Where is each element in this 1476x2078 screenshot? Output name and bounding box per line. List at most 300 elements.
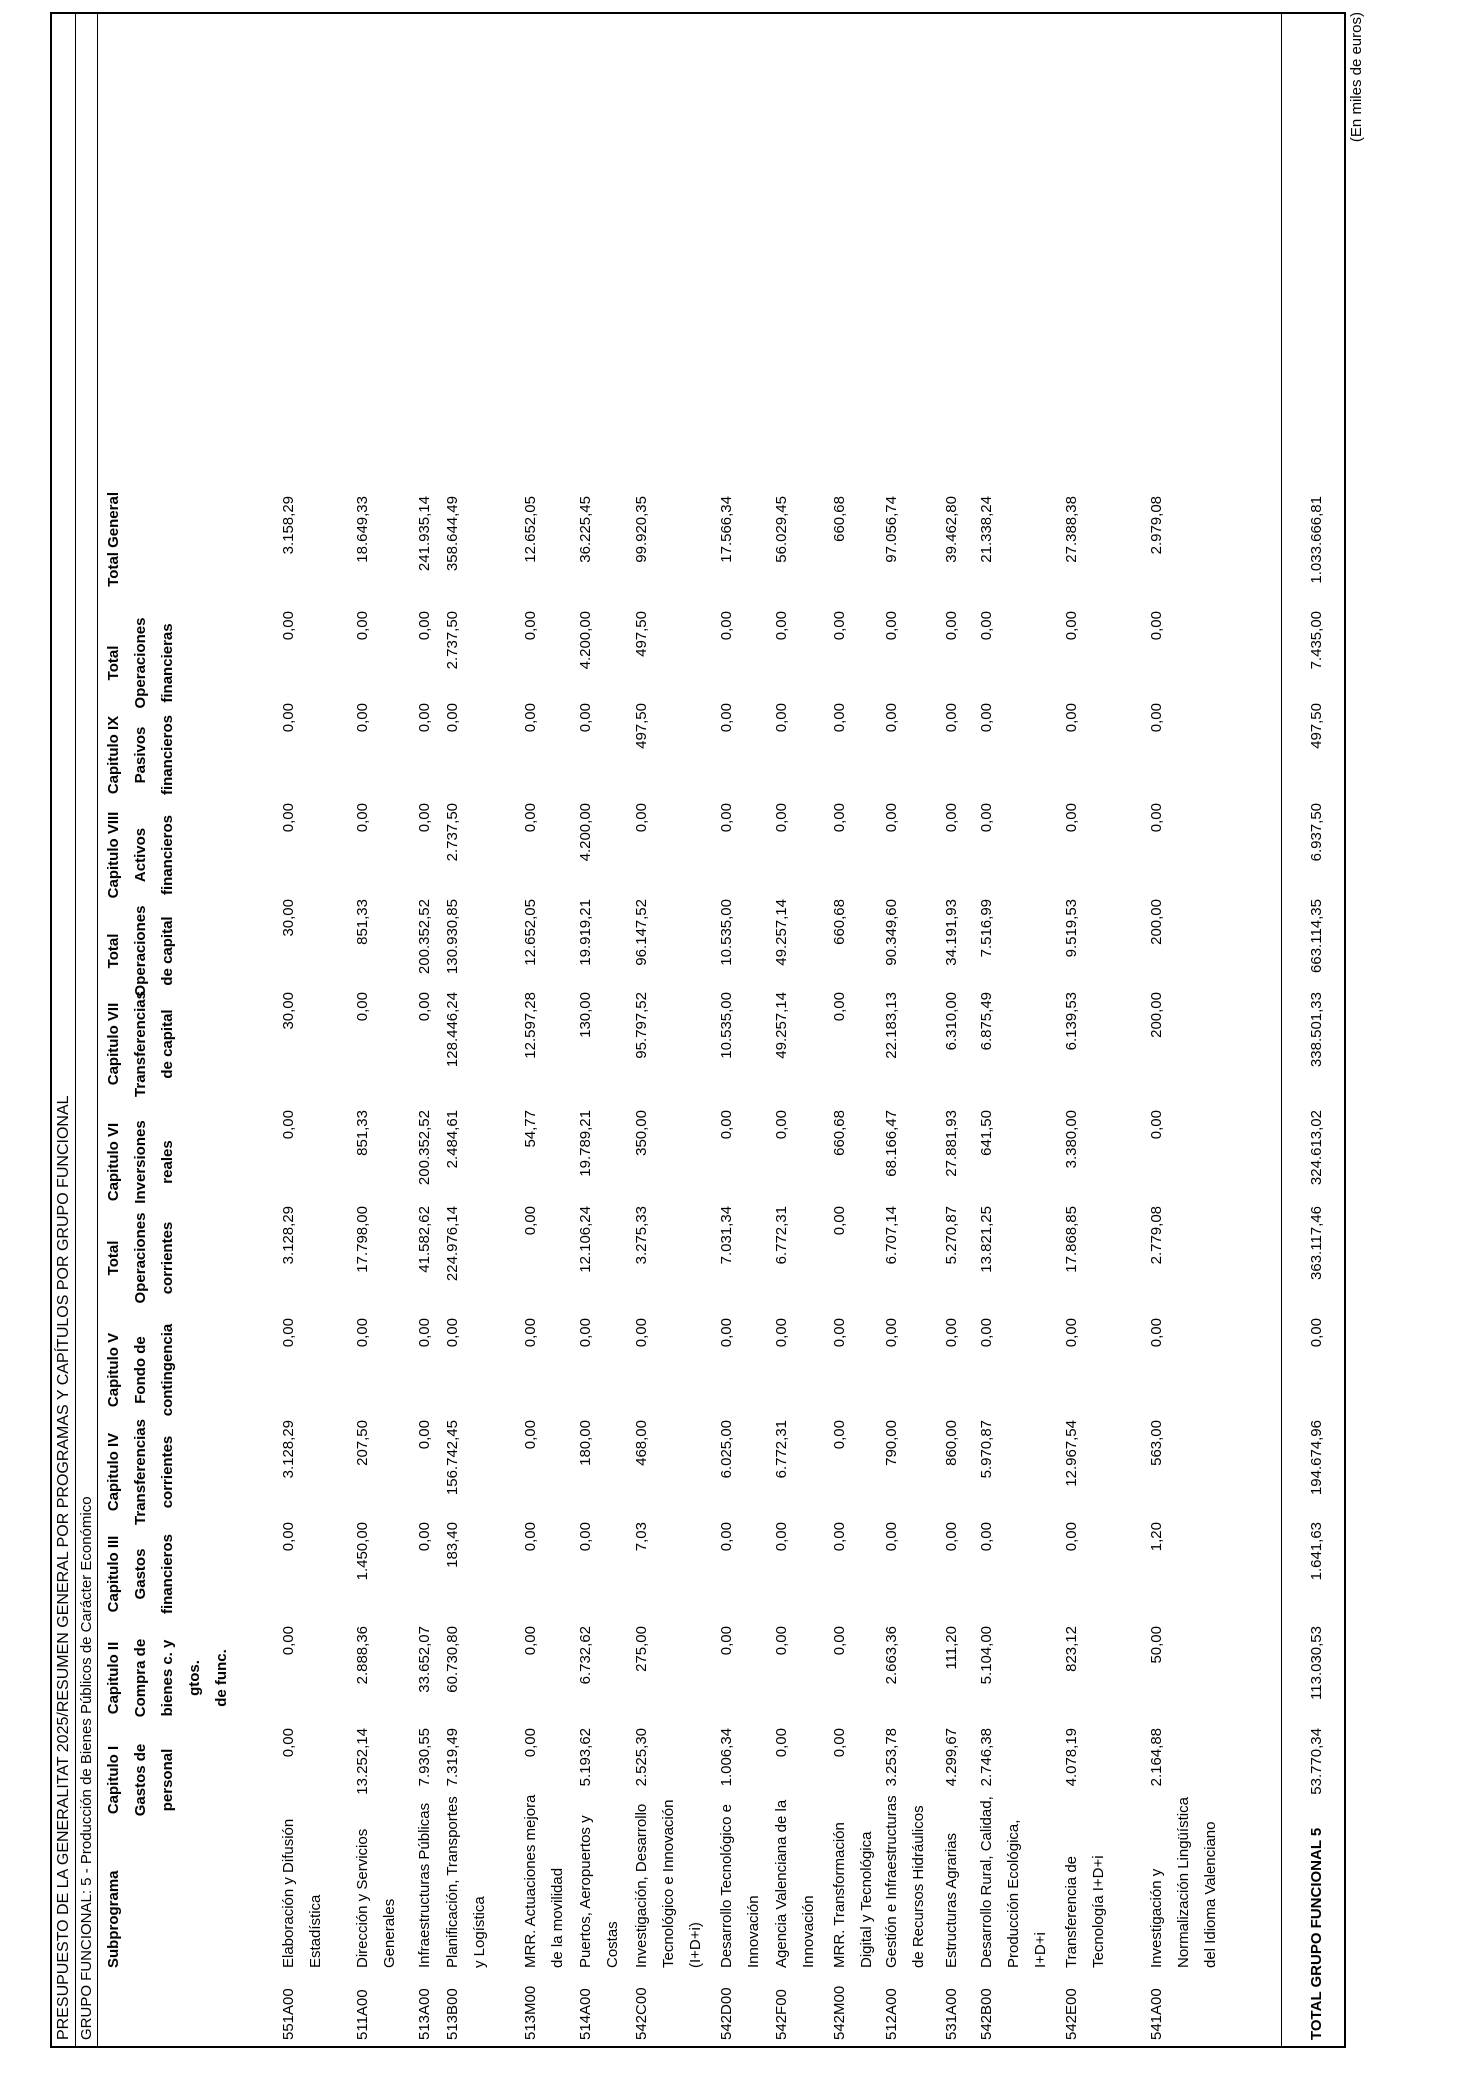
value-cell: 1.450,00 (354, 1522, 371, 1581)
value-cell: 4.078,19 (1063, 1728, 1080, 1787)
value-cell: 0,00 (522, 1318, 539, 1348)
value-cell: 0,00 (831, 703, 848, 733)
value-cell: 0,00 (522, 1728, 539, 1758)
value-cell: 34.191,93 (943, 899, 960, 966)
value-cell: 0,00 (831, 611, 848, 641)
total-value-cell: 324.613,02 (1308, 1110, 1325, 1186)
value-cell: 0,00 (280, 611, 297, 641)
value-cell: 99.920,35 (633, 496, 650, 563)
subprogram-name-line: Costas (604, 1921, 621, 1968)
value-cell: 60.730,80 (444, 1626, 461, 1693)
column-header-12 (100, 607, 181, 719)
value-cell: 0,00 (831, 1206, 848, 1236)
header-line: Fondo de (132, 1336, 149, 1404)
value-cell: 0,00 (718, 1626, 735, 1656)
header-line: Capitulo IX (105, 715, 122, 795)
value-cell: 68.166,47 (883, 1110, 900, 1177)
header-line: Pasivos (132, 726, 149, 784)
value-cell: 22.183,13 (883, 992, 900, 1059)
total-value-cell: 1.641,63 (1308, 1522, 1325, 1581)
value-cell: 0,00 (773, 1728, 790, 1758)
value-cell: 0,00 (1148, 1110, 1165, 1140)
value-cell: 41.582,62 (416, 1206, 433, 1273)
value-cell: 0,00 (1063, 703, 1080, 733)
value-cell: 17.566,34 (718, 496, 735, 563)
value-cell: 823,12 (1063, 1626, 1080, 1672)
value-cell: 0,00 (416, 1420, 433, 1450)
subprogram-name-line: Dirección y Servicios (354, 1828, 371, 1968)
header-line: de func. (213, 1649, 230, 1707)
value-cell: 0,00 (416, 1318, 433, 1348)
table-header (98, 14, 238, 2046)
value-cell: 7.319,49 (444, 1728, 461, 1787)
value-cell: 0,00 (718, 803, 735, 833)
header-line: Capitulo VII (105, 1002, 122, 1086)
value-cell: 0,00 (280, 1318, 297, 1348)
header-line: personal (159, 1748, 176, 1812)
subprogram-name-line: Innovación (800, 1895, 817, 1968)
header-line: Total (105, 645, 122, 681)
header-line: corrientes (159, 1221, 176, 1295)
value-cell: 2.663,36 (883, 1626, 900, 1685)
budget-table-frame (50, 12, 1346, 2048)
value-cell: 0,00 (522, 611, 539, 641)
value-cell: 851,33 (354, 899, 371, 945)
value-cell: 2.779,08 (1148, 1206, 1165, 1265)
value-cell: 2.737,50 (444, 611, 461, 670)
value-cell: 0,00 (773, 1318, 790, 1348)
report-title: PRESUPUESTO DE LA GENERALITAT 2025/RESUMEN GENERAL POR PROGRAMAS Y CAPÍTULOS POR GRUPO FUNCIONAL (52, 14, 76, 2046)
value-cell: 0,00 (522, 803, 539, 833)
value-cell: 3.128,29 (280, 1420, 297, 1479)
value-cell: 207,50 (354, 1420, 371, 1466)
value-cell: 0,00 (978, 703, 995, 733)
total-value-cell: 113.030,53 (1308, 1626, 1325, 1700)
value-cell: 0,00 (416, 992, 433, 1022)
header-line: Total (105, 933, 122, 969)
column-header-1 (100, 1724, 181, 1836)
group-title: GRUPO FUNCIONAL: 5 - Producción de Bienes Públicos de Carácter Económico (76, 14, 98, 2046)
value-cell: 0,00 (831, 992, 848, 1022)
header-line: financieros (159, 814, 176, 896)
value-cell: 49.257,14 (773, 899, 790, 966)
value-cell: 660,68 (831, 496, 848, 542)
value-cell: 50,00 (1148, 1626, 1165, 1664)
value-cell: 0,00 (773, 803, 790, 833)
value-cell: 0,00 (577, 1522, 594, 1552)
value-cell: 33.652,07 (416, 1626, 433, 1693)
value-cell: 17.798,00 (354, 1206, 371, 1273)
table-area (98, 14, 1346, 2046)
value-cell: 0,00 (1063, 803, 1080, 833)
value-cell: 0,00 (1148, 611, 1165, 641)
value-cell: 200.352,52 (416, 1110, 433, 1186)
subprogram-code: 513M00 (522, 1985, 539, 2040)
header-line: Capitulo V (105, 1332, 122, 1408)
value-cell: 0,00 (943, 1318, 960, 1348)
value-cell: 0,00 (883, 803, 900, 833)
column-header-10 (100, 799, 181, 911)
value-cell: 4.200,00 (577, 803, 594, 862)
value-cell: 0,00 (773, 1522, 790, 1552)
value-cell: 0,00 (280, 703, 297, 733)
column-header-7 (100, 1106, 181, 1218)
value-cell: 0,00 (773, 1110, 790, 1140)
value-cell: 2.164,88 (1148, 1728, 1165, 1787)
subprogram-code: 514A00 (577, 1988, 594, 2040)
value-cell: 0,00 (831, 1318, 848, 1348)
value-cell: 224.976,14 (444, 1206, 461, 1282)
total-value-cell: 53.770,34 (1308, 1728, 1325, 1795)
value-cell: 19.919,21 (577, 899, 594, 966)
subprogram-name-line: Tecnología I+D+i (1090, 1855, 1107, 1968)
value-cell: 468,00 (633, 1420, 650, 1466)
value-cell: 0,00 (354, 803, 371, 833)
value-cell: 0,00 (883, 1318, 900, 1348)
value-cell: 660,68 (831, 899, 848, 945)
value-cell: 851,33 (354, 1110, 371, 1156)
value-cell: 0,00 (522, 1420, 539, 1450)
header-line: Activos (132, 827, 149, 883)
value-cell: 56.029,45 (773, 496, 790, 563)
total-value-cell: 338.501,33 (1308, 992, 1325, 1068)
subprogram-name-line: Investigación, Desarrollo (633, 1803, 650, 1968)
total-label: TOTAL GRUPO FUNCIONAL 5 (1308, 1827, 1325, 2040)
subprogram-name-line: Estadística (307, 1894, 324, 1968)
total-separator (1281, 14, 1282, 2046)
value-cell: 0,00 (522, 703, 539, 733)
value-cell: 5.193,62 (577, 1728, 594, 1787)
subprogram-name-line: Investigación y (1148, 1868, 1165, 1968)
value-cell: 128.446,24 (444, 992, 461, 1068)
value-cell: 790,00 (883, 1420, 900, 1466)
value-cell: 36.225,45 (577, 496, 594, 563)
value-cell: 5.270,87 (943, 1206, 960, 1265)
value-cell: 96.147,52 (633, 899, 650, 966)
subprogram-name-line: Elaboración y Difusión (280, 1818, 297, 1968)
value-cell: 0,00 (416, 803, 433, 833)
value-cell: 97.056,74 (883, 496, 900, 563)
value-cell: 1.006,34 (718, 1728, 735, 1787)
value-cell: 12.597,28 (522, 992, 539, 1059)
value-cell: 0,00 (577, 1318, 594, 1348)
value-cell: 27.388,38 (1063, 496, 1080, 563)
subprogram-code: 542M00 (831, 1985, 848, 2040)
header-line: Total (105, 1240, 122, 1276)
value-cell: 54,77 (522, 1110, 539, 1148)
value-cell: 7.516,99 (978, 899, 995, 958)
value-cell: 12.106,24 (577, 1206, 594, 1273)
value-cell: 0,00 (718, 1110, 735, 1140)
value-cell: 21.338,24 (978, 496, 995, 563)
total-value-cell: 6.937,50 (1308, 803, 1325, 862)
value-cell: 497,50 (633, 703, 650, 749)
value-cell: 30,00 (280, 899, 297, 937)
column-header-9 (100, 895, 181, 1007)
value-cell: 0,00 (831, 1728, 848, 1758)
value-cell: 358.644,49 (444, 496, 461, 572)
header-line: Total General (105, 492, 122, 587)
value-cell: 4.200,00 (577, 611, 594, 670)
value-cell: 5.104,00 (978, 1626, 995, 1685)
value-cell: 0,00 (943, 703, 960, 733)
subprogram-name-line: Digital y Tecnológica (858, 1831, 875, 1968)
value-cell: 0,00 (718, 611, 735, 641)
value-cell: 200,00 (1148, 992, 1165, 1038)
value-cell: 0,00 (883, 611, 900, 641)
subprogram-name-line: MRR. Actuaciones mejora (522, 1794, 539, 1968)
column-header-13 (100, 492, 127, 612)
value-cell: 90.349,60 (883, 899, 900, 966)
value-cell: 6.707,14 (883, 1206, 900, 1265)
value-cell: 2.746,38 (978, 1728, 995, 1787)
total-value-cell: 363.117,46 (1308, 1206, 1325, 1280)
value-cell: 10.535,00 (718, 899, 735, 966)
subprogram-name-line: Tecnológico e Innovación (660, 1799, 677, 1968)
header-line: bienes c. y gtos. (159, 1639, 203, 1717)
value-cell: 17.868,85 (1063, 1206, 1080, 1273)
value-cell: 0,00 (1148, 803, 1165, 833)
value-cell: 6.772,31 (773, 1420, 790, 1479)
value-cell: 0,00 (831, 1626, 848, 1656)
value-cell: 0,00 (1063, 1318, 1080, 1348)
value-cell: 0,00 (522, 1626, 539, 1656)
subprogram-name-line: Transferencia de (1063, 1855, 1080, 1968)
value-cell: 0,00 (978, 611, 995, 641)
value-cell: 0,00 (354, 703, 371, 733)
value-cell: 49.257,14 (773, 992, 790, 1059)
value-cell: 3.253,78 (883, 1728, 900, 1787)
subprogram-code: 551A00 (280, 1988, 297, 2040)
value-cell: 497,50 (633, 611, 650, 657)
subprogram-name-line: de la movilidad (549, 1867, 566, 1968)
value-cell: 0,00 (1063, 1522, 1080, 1552)
value-cell: 7,03 (633, 1522, 650, 1552)
total-value-cell: 1.033.666,81 (1308, 496, 1325, 584)
header-line: de capital (159, 1009, 176, 1079)
header-line: Capitulo III (105, 1535, 122, 1613)
total-value-cell: 497,50 (1308, 703, 1325, 749)
value-cell: 0,00 (773, 611, 790, 641)
subprogram-code: 512A00 (883, 1988, 900, 2040)
value-cell: 3.128,29 (280, 1206, 297, 1265)
column-header-2 (100, 1622, 235, 1734)
subprogram-code: 513A00 (416, 1988, 433, 2040)
subprogram-code: 531A00 (943, 1988, 960, 2040)
subprogram-code: 542C00 (633, 1987, 650, 2040)
value-cell: 1,20 (1148, 1522, 1165, 1552)
subprogram-code: 541A00 (1148, 1988, 1165, 2040)
header-line: financieros (159, 1533, 176, 1615)
value-cell: 2.888,36 (354, 1626, 371, 1685)
value-cell: 0,00 (978, 803, 995, 833)
header-line: Capitulo IV (105, 1432, 122, 1512)
value-cell: 5.970,87 (978, 1420, 995, 1479)
column-header-3 (100, 1518, 181, 1630)
value-cell: 2.525,30 (633, 1728, 650, 1787)
subprogram-name-line: de Recursos Hidráulicos (910, 1805, 927, 1968)
header-line: Gastos de (132, 1743, 149, 1817)
subprogram-code: 513B00 (444, 1988, 461, 2040)
value-cell: 0,00 (522, 1522, 539, 1552)
value-cell: 39.462,80 (943, 496, 960, 563)
value-cell: 0,00 (773, 1626, 790, 1656)
value-cell: 9.519,53 (1063, 899, 1080, 958)
header-line: de capital (159, 916, 176, 986)
value-cell: 7.930,55 (416, 1728, 433, 1787)
value-cell: 641,50 (978, 1110, 995, 1156)
value-cell: 0,00 (522, 1206, 539, 1236)
value-cell: 0,00 (883, 1522, 900, 1552)
value-cell: 0,00 (1063, 611, 1080, 641)
value-cell: 0,00 (1148, 703, 1165, 733)
value-cell: 0,00 (416, 611, 433, 641)
subprogram-name-line: (I+D+i) (687, 1922, 704, 1968)
value-cell: 0,00 (943, 611, 960, 641)
subprogram-name-line: del Idioma Valenciano (1202, 1821, 1219, 1968)
value-cell: 241.935,14 (416, 496, 433, 572)
value-cell: 0,00 (444, 703, 461, 733)
subprogram-code: 542E00 (1063, 1988, 1080, 2040)
value-cell: 2.979,08 (1148, 496, 1165, 555)
header-line: Capitulo II (105, 1641, 122, 1715)
subprogram-name-line: Estructuras Agrarias (943, 1832, 960, 1968)
header-line: financieras (159, 623, 176, 703)
value-cell: 0,00 (354, 992, 371, 1022)
value-cell: 0,00 (280, 1626, 297, 1656)
value-cell: 275,00 (633, 1626, 650, 1672)
value-cell: 180,00 (577, 1420, 594, 1466)
value-cell: 200,00 (1148, 899, 1165, 945)
value-cell: 860,00 (943, 1420, 960, 1466)
column-header-5 (100, 1314, 181, 1426)
value-cell: 6.310,00 (943, 992, 960, 1051)
value-cell: 130.930,85 (444, 899, 461, 975)
value-cell: 0,00 (831, 1522, 848, 1552)
value-cell: 30,00 (280, 992, 297, 1030)
value-cell: 111,20 (943, 1626, 960, 1670)
value-cell: 3.380,00 (1063, 1110, 1080, 1169)
value-cell: 6.772,31 (773, 1206, 790, 1265)
total-value-cell: 7.435,00 (1308, 611, 1325, 670)
value-cell: 2.737,50 (444, 803, 461, 862)
header-line: Compra de (132, 1638, 149, 1718)
subprogram-name-line: Innovación (745, 1895, 762, 1968)
column-header-4 (100, 1416, 181, 1528)
value-cell: 0,00 (978, 1522, 995, 1552)
value-cell: 6.025,00 (718, 1420, 735, 1479)
column-header-6 (100, 1202, 181, 1314)
value-cell: 95.797,52 (633, 992, 650, 1059)
value-cell: 0,00 (883, 703, 900, 733)
subprogram-name-line: Agencia Valenciana de la (773, 1799, 790, 1968)
value-cell: 12.652,05 (522, 899, 539, 966)
subprogram-name-line: MRR. Transformación (831, 1822, 848, 1968)
value-cell: 0,00 (577, 703, 594, 733)
subprogram-name-line: Planificación, Transportes (444, 1796, 461, 1968)
value-cell: 0,00 (416, 703, 433, 733)
value-cell: 0,00 (943, 1522, 960, 1552)
value-cell: 0,00 (280, 1110, 297, 1140)
subprogram-code: 542B00 (978, 1988, 995, 2040)
value-cell: 130,00 (577, 992, 594, 1038)
header-line: Gastos (132, 1548, 149, 1600)
value-cell: 563,00 (1148, 1420, 1165, 1466)
value-cell: 4.299,67 (943, 1728, 960, 1787)
header-line: Transferencias (132, 991, 149, 1097)
total-value-cell: 194.674,96 (1308, 1420, 1325, 1496)
value-cell: 0,00 (280, 1522, 297, 1552)
header-line: corrientes (159, 1435, 176, 1509)
value-cell: 200.352,52 (416, 899, 433, 975)
value-cell: 660,68 (831, 1110, 848, 1156)
value-cell: 156.742,45 (444, 1420, 461, 1496)
header-line: Capitulo VIII (105, 811, 122, 899)
subprogram-code: 511A00 (354, 1989, 371, 2040)
value-cell: 0,00 (831, 1420, 848, 1450)
value-cell: 13.252,14 (354, 1728, 371, 1795)
value-cell: 0,00 (444, 1318, 461, 1348)
value-cell: 0,00 (718, 703, 735, 733)
header-line: Transferencias (132, 1419, 149, 1525)
subprogram-name-line: I+D+i (1032, 1932, 1049, 1968)
subprogram-name-line: Puertos, Aeropuertos y (577, 1815, 594, 1968)
value-cell: 0,00 (718, 1318, 735, 1348)
header-line: financieros (159, 714, 176, 796)
subprogram-name-line: Producción Ecológica, (1005, 1819, 1022, 1968)
header-line: contingencia (159, 1323, 176, 1417)
header-line: Capitulo VI (105, 1122, 122, 1202)
value-cell: 0,00 (280, 803, 297, 833)
subprogram-name-line: Gestión e Infraestructuras (883, 1795, 900, 1968)
value-cell: 0,00 (718, 1522, 735, 1552)
value-cell: 0,00 (633, 1318, 650, 1348)
value-cell: 3.158,29 (280, 496, 297, 555)
header-line: Capitulo I (105, 1745, 122, 1815)
value-cell: 0,00 (1148, 1318, 1165, 1348)
value-cell: 12.652,05 (522, 496, 539, 563)
value-cell: 6.732,62 (577, 1626, 594, 1685)
value-cell: 0,00 (831, 803, 848, 833)
value-cell: 0,00 (354, 611, 371, 641)
value-cell: 18.649,33 (354, 496, 371, 563)
value-cell: 19.789,21 (577, 1110, 594, 1177)
value-cell: 183,40 (444, 1522, 461, 1568)
value-cell: 27.881,93 (943, 1110, 960, 1177)
unit-note: (En miles de euros) (1348, 12, 1365, 143)
total-value-cell: 0,00 (1308, 1318, 1325, 1348)
value-cell: 0,00 (416, 1522, 433, 1552)
value-cell: 0,00 (978, 1318, 995, 1348)
subprogram-name-line: Desarrollo Rural, Calidad, (978, 1796, 995, 1968)
value-cell: 10.535,00 (718, 992, 735, 1059)
subprogram-code: 542F00 (773, 1989, 790, 2040)
value-cell: 0,00 (943, 803, 960, 833)
value-cell: 0,00 (354, 1318, 371, 1348)
value-cell: 7.031,34 (718, 1206, 735, 1265)
header-line: Operaciones (132, 617, 149, 709)
value-cell: 0,00 (773, 703, 790, 733)
header-line: Operaciones (132, 1212, 149, 1304)
value-cell: 3.275,33 (633, 1206, 650, 1265)
value-cell: 13.821,25 (978, 1206, 995, 1273)
header-line: reales (159, 1140, 176, 1184)
subprogram-name-line: Generales (381, 1898, 398, 1968)
subprogram-name-line: Normalización Lingüística (1175, 1797, 1192, 1968)
value-cell: 0,00 (280, 1728, 297, 1758)
header-line: Inversiones (132, 1120, 149, 1204)
header-line: Subprograma (105, 1870, 122, 1968)
